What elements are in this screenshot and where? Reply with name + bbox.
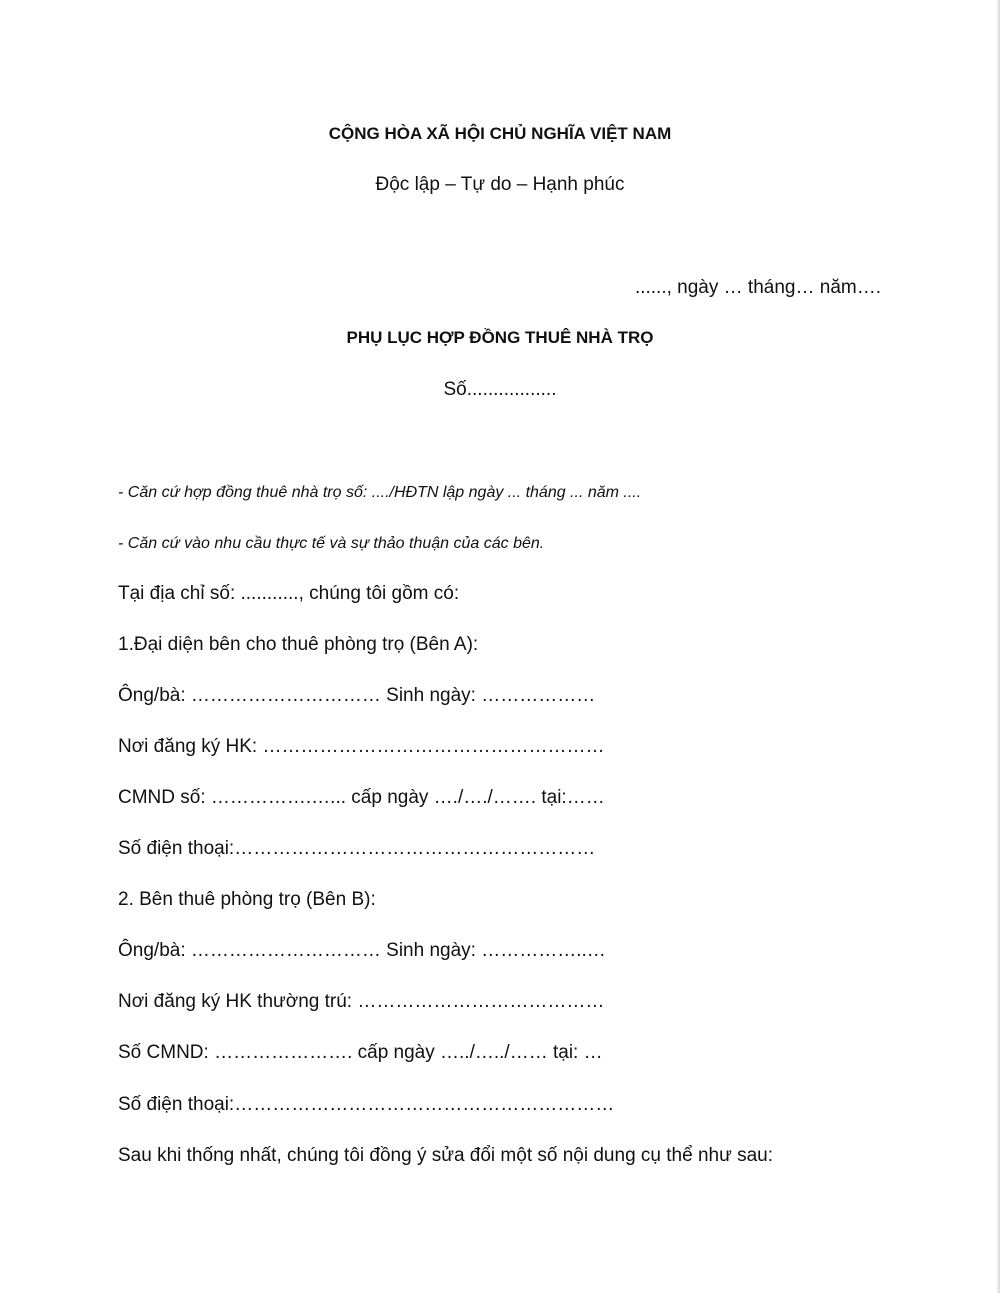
date-line: ......, ngày … tháng… năm…. [634,277,881,298]
party-b-id-line: Số CMND: …………………. cấp ngày …../…../…… tại: … [118,1042,603,1063]
document-title: PHỤ LỤC HỢP ĐỒNG THUÊ NHÀ TRỌ [346,328,654,347]
party-a-id-line: CMND số: …………….…... cấp ngày …./…./……. tại:…… [118,787,605,808]
basis-line-1: - Căn cứ hợp đồng thuê nhà trọ số: ..../HĐTN lập ngày ... tháng ... năm .... [118,484,642,501]
agreement-line: Sau khi thống nhất, chúng tôi đồng ý sửa đổi một số nội dung cụ thể như sau: [118,1145,773,1166]
address-line: Tại địa chỉ số: ..........., chúng tôi gồm có: [118,583,460,604]
party-a-heading: 1.Đại diện bên cho thuê phòng trọ (Bên A): [118,634,479,655]
national-title: CỘNG HÒA XÃ HỘI CHỦ NGHĨA VIỆT NAM [328,124,672,143]
national-motto: Độc lập – Tự do – Hạnh phúc [375,174,625,195]
party-a-phone-line: Số điện thoại:………………………………………………… [118,838,596,859]
page-edge-shadow [996,0,1000,1293]
party-b-phone-line: Số điện thoại:…………………………………………………… [118,1094,615,1115]
party-a-name-line: Ông/bà: ………………………… Sinh ngày: ……………… [118,685,596,706]
party-a-residence-line: Nơi đăng ký HK: ……………………………………………… [118,736,605,757]
party-b-residence-line: Nơi đăng ký HK thường trú: ………………………………… [118,991,605,1012]
basis-line-2: - Căn cứ vào nhu cầu thực tế và sự thảo thuận của các bên. [118,535,545,552]
party-b-name-line: Ông/bà: ………………………… Sinh ngày: ……………..… [118,940,606,961]
party-b-heading: 2. Bên thuê phòng trọ (Bên B): [118,889,376,910]
document-number: Số................. [443,379,557,400]
